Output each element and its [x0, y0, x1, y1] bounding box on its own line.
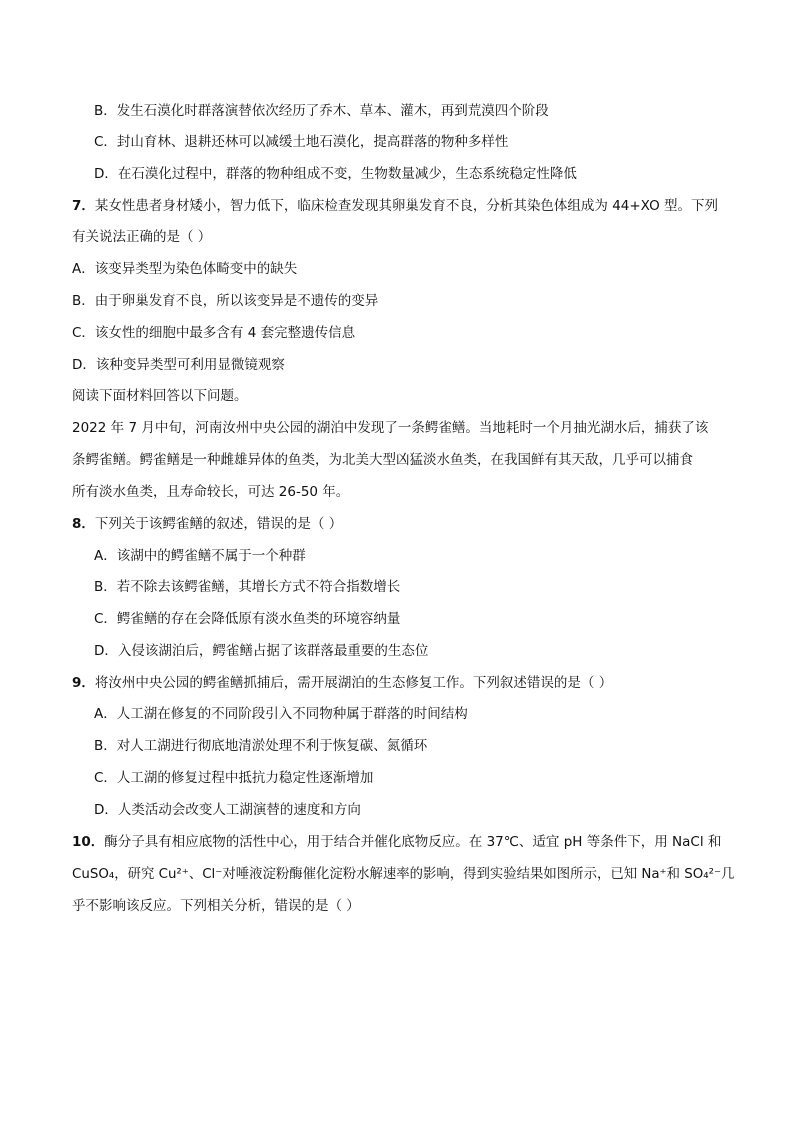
q7-stem-line-1 [72, 196, 718, 216]
q9-number: 9． [72, 675, 95, 691]
q7-stem-text: 某女性患者身材矮小，智力低下，临床检查发现其卵巢发育不良，分析其染色体组成为 44+XO 型。下列 [94, 198, 718, 214]
q7-option-b: B．由于卵巢发育不良，所以该变异是不遗传的变异 [72, 293, 379, 309]
q9-stem-text: 将汝州中央公园的鳄雀鳝抓捕后，需开展湖泊的生态修复工作。下列叙述错误的是（ ） [94, 675, 613, 691]
q6-option-c: C．封山育林、退耕还林可以减缓土地石漠化，提高群落的物种多样性 [94, 134, 509, 150]
q10-stem-line-3: 乎不影响该反应。下列相关分析，错误的是（ ） [72, 898, 360, 914]
q7-option-d: D．该种变异类型可利用显微镜观察 [72, 357, 285, 373]
q8-option-b: B．若不除去该鳄雀鳝，其增长方式不符合指数增长 [94, 579, 401, 595]
q9-option-c: C．人工湖的修复过程中抵抗力稳定性逐渐增加 [94, 770, 374, 786]
q7-option-a: A．该变异类型为染色体畸变中的缺失 [72, 261, 298, 277]
q6-option-b: B．发生石漠化时群落演替依次经历了乔木、草本、灌木，再到荒漠四个阶段 [94, 103, 549, 119]
q8-number: 8． [72, 516, 95, 532]
q8-stem-text: 下列关于该鳄雀鳝的叙述，错误的是（ ） [94, 516, 343, 532]
q7-number: 7． [72, 198, 95, 214]
q10-stem-line-1 [72, 832, 721, 852]
q10-stem-text: 酶分子具有相应底物的活性中心，用于结合并催化底物反应。在 37℃、适宜 pH 等条件下，用 NaCl 和 [104, 834, 722, 850]
q9-option-a: A．人工湖在修复的不同阶段引入不同物种属于群落的时间结构 [94, 706, 468, 722]
material-line-3: 所有淡水鱼类，且寿命较长，可达 26-50 年。 [72, 484, 350, 500]
q8-option-c: C．鳄雀鳝的存在会降低原有淡水鱼类的环境容纳量 [94, 611, 401, 627]
q9-option-d: D．人类活动会改变人工湖演替的速度和方向 [94, 802, 361, 818]
material-line-1: 2022 年 7 月中旬，河南汝州中央公园的湖泊中发现了一条鳄雀鳝。当地耗时一个月抽光湖水后，捕获了该 [72, 420, 709, 436]
q7-stem-line-2: 有关说法正确的是（ ） [72, 229, 212, 245]
q8-option-a: A．该湖中的鳄雀鳝不属于一个种群 [94, 548, 306, 564]
q7-option-c: C．该女性的细胞中最多含有 4 套完整遗传信息 [72, 325, 356, 341]
q6-option-d: D．在石漠化过程中，群落的物种组成不变，生物数量减少，生态系统稳定性降低 [94, 166, 577, 182]
q8-stem [72, 514, 342, 534]
material-line-2: 条鳄雀鳝。鳄雀鳝是一种雌雄异体的鱼类，为北美大型凶猛淡水鱼类，在我国鲜有其天敌，几乎可以捕食 [72, 452, 693, 468]
q10-stem-line-2: CuSO₄，研究 Cu²⁺、Cl⁻对唾液淀粉酶催化淀粉水解速率的影响，得到实验结果如图所示，已知 Na⁺和 SO₄²⁻几 [72, 866, 735, 882]
q8-option-d: D．入侵该湖泊后，鳄雀鳝占据了该群落最重要的生态位 [94, 643, 429, 659]
q9-option-b: B．对人工湖进行彻底地清淤处理不利于恢复碳、氮循环 [94, 738, 428, 754]
q9-stem [72, 673, 612, 693]
q10-number: 10． [72, 834, 105, 850]
material-intro: 阅读下面材料回答以下问题。 [72, 388, 248, 404]
